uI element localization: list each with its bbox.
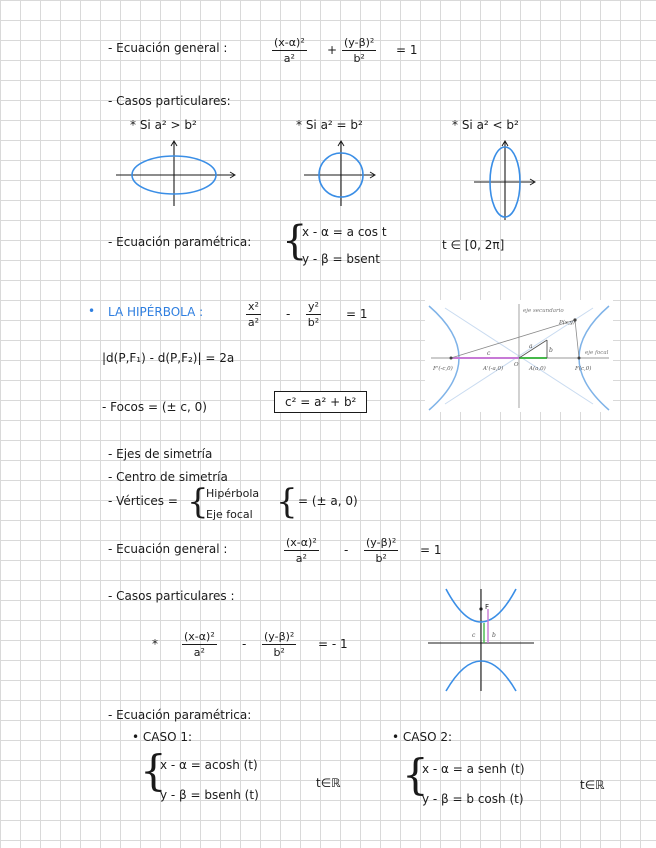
case-2-line-2: y - β = b cosh (t) xyxy=(422,792,524,806)
hyperbola-general-fraction-2 xyxy=(364,536,398,565)
ellipse-case-1: * Si a² > b² xyxy=(130,118,197,132)
case-1-range: t∈ℝ xyxy=(316,776,341,790)
fraction-denominator: a² xyxy=(247,316,260,329)
label-axis-secondary: eje secundario xyxy=(523,308,564,314)
label-f2: F(c,0) xyxy=(575,366,592,372)
label-f: F xyxy=(485,603,490,611)
vertices-label: - Vértices = xyxy=(108,494,178,508)
label-f1: F'(-c,0) xyxy=(433,366,453,372)
fraction-denominator: a² xyxy=(283,52,295,65)
fraction-numerator: (x-α)² xyxy=(286,536,317,549)
hyperbola-general-fraction-1 xyxy=(284,536,319,565)
equation-rhs: = 1 xyxy=(346,307,368,321)
vertical-hyperbola-figure xyxy=(424,585,538,693)
ellipse-param-range: t ∈ [0, 2π] xyxy=(442,238,505,252)
ellipse-general-label: - Ecuación general : xyxy=(108,41,228,55)
fraction-denominator: b² xyxy=(273,646,285,659)
label-b: b xyxy=(492,632,496,639)
symmetry-axes: - Ejes de simetría xyxy=(108,447,213,461)
fraction-numerator: (y-β)² xyxy=(366,536,397,549)
foci-relation-box: c² = a² + b² xyxy=(274,391,367,413)
left-brace: { xyxy=(140,746,167,795)
symmetry-center: - Centro de simetría xyxy=(108,470,228,484)
ellipse-param-line-2: y - β = bsent xyxy=(302,252,380,266)
ellipse-cases-label: - Casos particulares: xyxy=(108,94,231,108)
label-c: c xyxy=(487,350,491,357)
ellipse-tall-figure xyxy=(470,138,540,222)
case-1-line-1: x - α = acosh (t) xyxy=(160,758,258,772)
label-a: a xyxy=(529,343,533,350)
ellipse-param-label: - Ecuación paramétrica: xyxy=(108,235,252,249)
minus-sign: - xyxy=(286,307,291,321)
case-1-label: • CASO 1: xyxy=(132,730,193,744)
vertices-case-2: Eje focal xyxy=(206,508,253,521)
fraction-numerator: (y-β)² xyxy=(264,630,295,643)
left-brace: { xyxy=(282,218,308,264)
label-b: b xyxy=(549,347,553,354)
fraction-denominator: b² xyxy=(307,316,320,329)
fraction-numerator: (y-β)² xyxy=(344,36,375,49)
ellipse-general-fraction-1 xyxy=(272,36,307,65)
case-2-line-1: x - α = a senh (t) xyxy=(422,762,525,776)
hyperbola-general-label: - Ecuación general : xyxy=(108,542,228,556)
hyperbola-eq-fraction-1 xyxy=(246,300,261,329)
hyperbola-title: LA HIPÉRBOLA : xyxy=(108,305,204,319)
label-origin: O xyxy=(514,362,519,368)
ellipse-param-line-1: x - α = a cos t xyxy=(302,225,387,239)
label-point-p: P(x,y) xyxy=(559,320,575,326)
plus-sign: + xyxy=(327,43,338,57)
left-brace: { xyxy=(187,482,209,522)
fraction-denominator: a² xyxy=(193,646,205,659)
case-fraction-2 xyxy=(262,630,296,659)
label-c: c xyxy=(472,632,476,639)
fraction-numerator: (x-α)² xyxy=(184,630,215,643)
label-axis-focal: eje focal xyxy=(585,350,609,356)
hyperbola-eq-fraction-2 xyxy=(306,300,321,329)
bullet: • xyxy=(88,304,96,318)
minus-sign: - xyxy=(242,637,247,651)
foci-label: - Focos = (± c, 0) xyxy=(102,400,207,414)
case-2-range: t∈ℝ xyxy=(580,778,605,792)
equation-rhs: = - 1 xyxy=(318,637,348,651)
case-fraction-1 xyxy=(182,630,217,659)
vertices-case-1: Hipérbola xyxy=(206,487,260,500)
fraction-numerator: (x-α)² xyxy=(274,36,305,49)
fraction-denominator: b² xyxy=(353,52,365,65)
hyperbola-reference-figure xyxy=(425,300,613,412)
case-2-label: • CASO 2: xyxy=(392,730,453,744)
distance-definition: |d(P,F₁) - d(P,F₂)| = 2a xyxy=(102,351,235,365)
hyperbola-param-label: - Ecuación paramétrica: xyxy=(108,708,252,722)
fraction-numerator: y² xyxy=(308,300,319,313)
equation-rhs: = 1 xyxy=(396,43,418,57)
fraction-numerator: x² xyxy=(248,300,259,313)
equation-rhs: = 1 xyxy=(420,543,442,557)
case-1-line-2: y - β = bsenh (t) xyxy=(160,788,259,802)
minus-sign: - xyxy=(344,543,349,557)
ellipse-case-2: * Si a² = b² xyxy=(296,118,363,132)
ellipse-case-3: * Si a² < b² xyxy=(452,118,519,132)
fraction-denominator: b² xyxy=(375,552,387,565)
label-a1: A'(-a,0) xyxy=(483,366,504,372)
hyperbola-cases-label: - Casos particulares : xyxy=(108,589,235,603)
ellipse-wide-figure xyxy=(110,138,240,210)
label-a2: A(a,0) xyxy=(529,366,546,372)
ellipse-general-fraction-2 xyxy=(342,36,376,65)
circle-figure xyxy=(300,138,380,210)
vertices-value: = (± a, 0) xyxy=(298,494,358,508)
case-star: * xyxy=(152,637,158,651)
left-brace: { xyxy=(276,482,298,522)
left-brace: { xyxy=(402,750,429,799)
fraction-denominator: a² xyxy=(295,552,307,565)
